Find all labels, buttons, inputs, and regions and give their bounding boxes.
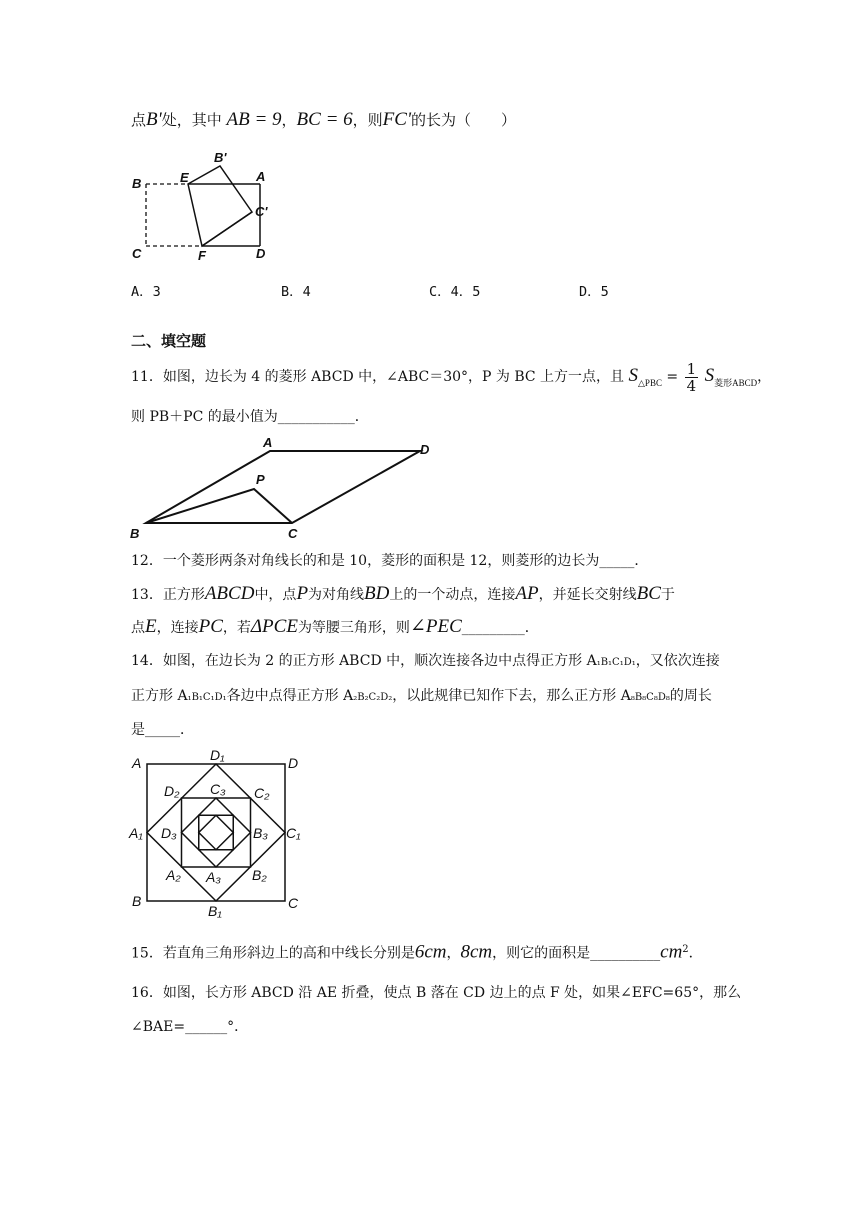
label-a1: A₁: [129, 825, 143, 841]
label-b2: B₂: [252, 867, 267, 883]
label-c1: C₁: [286, 825, 301, 841]
label-c: C: [288, 895, 299, 911]
q14-stem-line1: 14．如图，在边长为 2 的正方形 ABCD 中，顺次连接各边中点得正方形 A₁B₁C₁D₁，又依次连接: [131, 653, 720, 669]
label-c: C: [288, 526, 298, 541]
label-c2: C₂: [254, 785, 270, 801]
q14-stem-line2: 正方形 A₁B₁C₁D₁各边中点得正方形 A₂B₂C₂D₂，以此规律已知作下去，那么正方形 A₈B₈C₈D₈的周长: [131, 688, 712, 704]
option-a: A．3: [131, 284, 161, 300]
label-b: B: [130, 526, 140, 541]
section-title: 二、填空题: [131, 332, 207, 350]
q11-figure: [128, 432, 438, 542]
q16-stem-line2: ∠BAE=______°．: [131, 1019, 249, 1035]
label-p: P: [256, 472, 265, 487]
q16-stem-line1: 16．如图，长方形 ABCD 沿 AE 折叠，使点 B 落在 CD 边上的点 F 处，如果∠EFC=65°，那么: [131, 985, 742, 1001]
label-c: C: [132, 246, 142, 261]
q10-figure: [128, 148, 278, 268]
label-d1: D₁: [210, 748, 225, 763]
label-a: A: [256, 169, 266, 184]
q14-figure: [128, 748, 308, 918]
q13-stem-line2: 点E，连接PC，若ΔPCE为等腰三角形，则∠PEC_________．: [131, 616, 539, 637]
label-b-prime: B': [214, 150, 227, 165]
q14-stem-line3: 是_____．: [131, 722, 194, 738]
label-d: D: [256, 246, 266, 261]
label-c-prime: C': [255, 204, 268, 219]
q11-stem-line2: 则 PB＋PC 的最小值为___________．: [131, 409, 369, 425]
label-c3: C₃: [210, 781, 226, 797]
q12-stem: 12．一个菱形两条对角线长的和是 10，菱形的面积是 12，则菱形的边长为_____．: [131, 553, 649, 569]
label-f: F: [198, 248, 206, 263]
label-b3: B₃: [253, 825, 268, 841]
label-b1: B₁: [208, 903, 222, 918]
option-d: D．5: [579, 284, 609, 300]
label-a3: A₃: [206, 869, 221, 885]
option-b: B．4: [281, 284, 311, 300]
q13-stem-line1: 13．正方形ABCD中，点P为对角线BD上的一个动点，连接AP，并延长交射线BC于: [131, 583, 675, 604]
label-d2: D₂: [164, 783, 180, 799]
label-e: E: [180, 170, 189, 185]
label-a2: A₂: [166, 867, 181, 883]
label-b: B: [132, 176, 142, 191]
label-d: D: [288, 755, 299, 771]
q10-stem: 点B'处，其中 AB = 9，BC = 6，则FC'的长为（ ）: [131, 109, 517, 130]
option-c: C．4．5: [429, 284, 481, 300]
label-a: A: [132, 755, 142, 771]
q15-stem: 15．若直角三角形斜边上的高和中线长分别是6cm，8cm，则它的面积是$\_\_\_\_\_\_\_\_\_\_cm^2$．: [131, 941, 703, 963]
label-b: B: [132, 893, 142, 909]
label-a: A: [263, 435, 273, 450]
label-d3: D₃: [161, 825, 177, 841]
label-d: D: [420, 442, 430, 457]
q11-stem-line1: 11．如图，边长为 4 的菱形 ABCD 中，∠ABC＝30°，P 为 BC 上方一点，且 $S_{\triangle PBC}$ = $\frac{1}{4}$ $S_{菱形ABCD}$，: [131, 359, 772, 395]
